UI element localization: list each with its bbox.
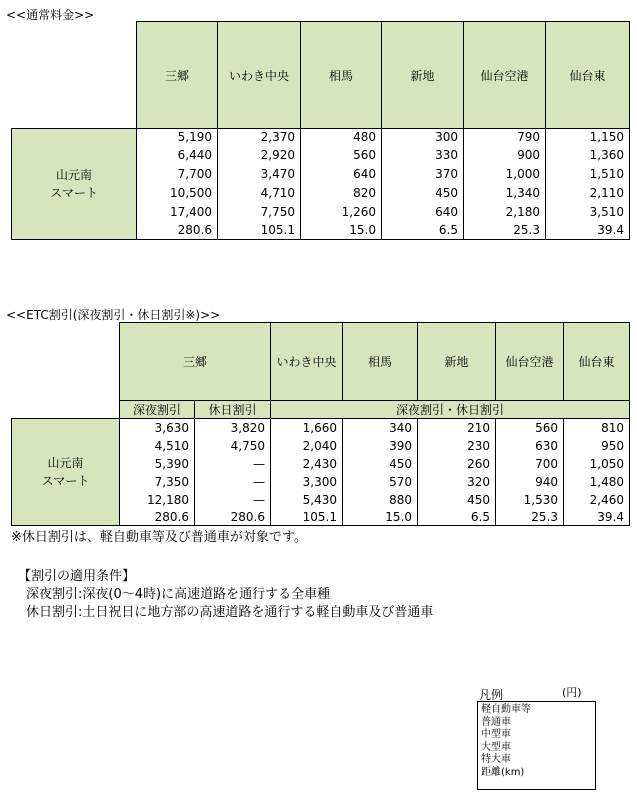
legend-title: 凡例 xyxy=(479,688,504,702)
cell: 630 xyxy=(496,437,564,455)
etc-discount-title: <<ETC割引(深夜割引・休日割引※)>> xyxy=(6,308,221,322)
cell: 4,710 xyxy=(218,184,301,203)
legend-item: 軽自動車等 xyxy=(481,704,531,715)
row-label-line1: 山元南 xyxy=(47,456,84,470)
cell: 570 xyxy=(343,473,418,491)
col-header-iwaki-chuo: いわき中央 xyxy=(218,22,301,129)
cell: 4,510 xyxy=(120,437,195,455)
cell: 820 xyxy=(301,184,382,203)
row-label-line2: スマート xyxy=(50,186,98,200)
cell: 640 xyxy=(301,165,382,184)
cell: 280.6 xyxy=(195,509,271,526)
col-header-shinchi: 新地 xyxy=(382,22,464,129)
cell: 105.1 xyxy=(218,222,301,240)
cell: 5,390 xyxy=(120,455,195,473)
legend-item: 距離(km) xyxy=(481,766,525,778)
cell: 370 xyxy=(382,165,464,184)
cell: 105.1 xyxy=(271,509,343,526)
sub-header-late-night: 深夜割引 xyxy=(120,401,195,419)
cell: 25.3 xyxy=(496,509,564,526)
cell: 450 xyxy=(382,184,464,203)
legend-item: 特大車 xyxy=(481,754,511,765)
cell: 2,370 xyxy=(218,129,301,146)
cell: 560 xyxy=(301,146,382,165)
condition-holiday: 休日割引:土日祝日に地方部の高速道路を通行する軽自動車及び普通車 xyxy=(26,605,434,620)
cell: 1,340 xyxy=(464,184,546,203)
cell: 640 xyxy=(382,203,464,222)
legend-item: 普通車 xyxy=(481,716,511,728)
cell: 450 xyxy=(343,455,418,473)
cell: 6.5 xyxy=(382,222,464,240)
cell: 7,350 xyxy=(120,473,195,491)
cell: 3,470 xyxy=(218,165,301,184)
cell: 12,180 xyxy=(120,491,195,509)
cell: 810 xyxy=(564,419,630,437)
cell: 15.0 xyxy=(301,222,382,240)
cell: 4,750 xyxy=(195,437,271,455)
cell: 2,040 xyxy=(271,437,343,455)
sub-header-holiday: 休日割引 xyxy=(195,401,271,419)
row-label xyxy=(12,419,120,526)
cell: 1,050 xyxy=(564,455,630,473)
cell: 1,360 xyxy=(546,146,630,165)
legend-box xyxy=(477,701,596,790)
cell: 1,530 xyxy=(496,491,564,509)
cell: — xyxy=(195,455,271,473)
col-header-soma: 相馬 xyxy=(301,22,382,129)
cell: 3,820 xyxy=(195,419,271,437)
cell: 2,110 xyxy=(546,184,630,203)
cell: 7,700 xyxy=(137,165,218,184)
col-header-misato: 三郷 xyxy=(120,323,271,401)
cell: 1,150 xyxy=(546,129,630,146)
cell: 17,400 xyxy=(137,203,218,222)
cell: 2,430 xyxy=(271,455,343,473)
cell: 340 xyxy=(343,419,418,437)
normal-fare-title: <<通常料金>> xyxy=(6,8,95,22)
holiday-footnote: ※休日割引は、軽自動車等及び普通車が対象です。 xyxy=(11,530,307,545)
normal-fare-table xyxy=(11,21,630,240)
cell: 15.0 xyxy=(343,509,418,526)
cell: 880 xyxy=(343,491,418,509)
col-header-shinchi: 新地 xyxy=(418,323,496,401)
cell: 10,500 xyxy=(137,184,218,203)
col-header-sendai-higashi: 仙台東 xyxy=(546,22,630,129)
col-header-sendai-higashi: 仙台東 xyxy=(564,323,630,401)
legend-item: 中型車 xyxy=(481,729,511,740)
col-header-misato: 三郷 xyxy=(137,22,218,129)
cell: 1,260 xyxy=(301,203,382,222)
etc-discount-table xyxy=(11,322,630,526)
cell: 900 xyxy=(464,146,546,165)
corner-blank xyxy=(12,401,120,419)
col-header-sendai-airport: 仙台空港 xyxy=(496,323,564,401)
col-header-iwaki-chuo: いわき中央 xyxy=(271,323,343,401)
cell: 2,180 xyxy=(464,203,546,222)
cell: 790 xyxy=(464,129,546,146)
row-label-line1: 山元南 xyxy=(55,168,92,182)
cell: 3,630 xyxy=(120,419,195,437)
cell: 2,920 xyxy=(218,146,301,165)
legend-unit: (円) xyxy=(562,686,582,699)
legend-item: 大型車 xyxy=(481,741,511,753)
cell: 390 xyxy=(343,437,418,455)
cell: 39.4 xyxy=(564,509,630,526)
cell: 450 xyxy=(418,491,496,509)
cell: 2,460 xyxy=(564,491,630,509)
corner-blank xyxy=(12,22,137,129)
col-header-sendai-airport: 仙台空港 xyxy=(464,22,546,129)
cell: 39.4 xyxy=(546,222,630,240)
cell: 700 xyxy=(496,455,564,473)
cell: 480 xyxy=(301,129,382,146)
col-header-soma: 相馬 xyxy=(343,323,418,401)
cell: 330 xyxy=(382,146,464,165)
cell: 1,480 xyxy=(564,473,630,491)
cell: 210 xyxy=(418,419,496,437)
cell: 280.6 xyxy=(120,509,195,526)
condition-late-night: 深夜割引:深夜(0～4時)に高速道路を通行する全車種 xyxy=(26,587,331,602)
cell: 5,430 xyxy=(271,491,343,509)
cell: 230 xyxy=(418,437,496,455)
corner-blank xyxy=(12,323,120,401)
cell: 5,190 xyxy=(137,129,218,146)
cell: 25.3 xyxy=(464,222,546,240)
cell: 1,510 xyxy=(546,165,630,184)
cell: — xyxy=(195,473,271,491)
sub-header-late-night-holiday: 深夜割引・休日割引 xyxy=(271,401,630,419)
conditions-heading: 【割引の適用条件】 xyxy=(18,569,136,584)
cell: 3,510 xyxy=(546,203,630,222)
cell: 320 xyxy=(418,473,496,491)
cell: 940 xyxy=(496,473,564,491)
cell: 950 xyxy=(564,437,630,455)
cell: — xyxy=(195,491,271,509)
cell: 280.6 xyxy=(137,222,218,240)
row-label xyxy=(12,129,137,240)
cell: 560 xyxy=(496,419,564,437)
cell: 300 xyxy=(382,129,464,146)
cell: 1,660 xyxy=(271,419,343,437)
cell: 6.5 xyxy=(418,509,496,526)
cell: 3,300 xyxy=(271,473,343,491)
cell: 7,750 xyxy=(218,203,301,222)
cell: 1,000 xyxy=(464,165,546,184)
row-label-line2: スマート xyxy=(41,474,90,488)
cell: 6,440 xyxy=(137,146,218,165)
cell: 260 xyxy=(418,455,496,473)
